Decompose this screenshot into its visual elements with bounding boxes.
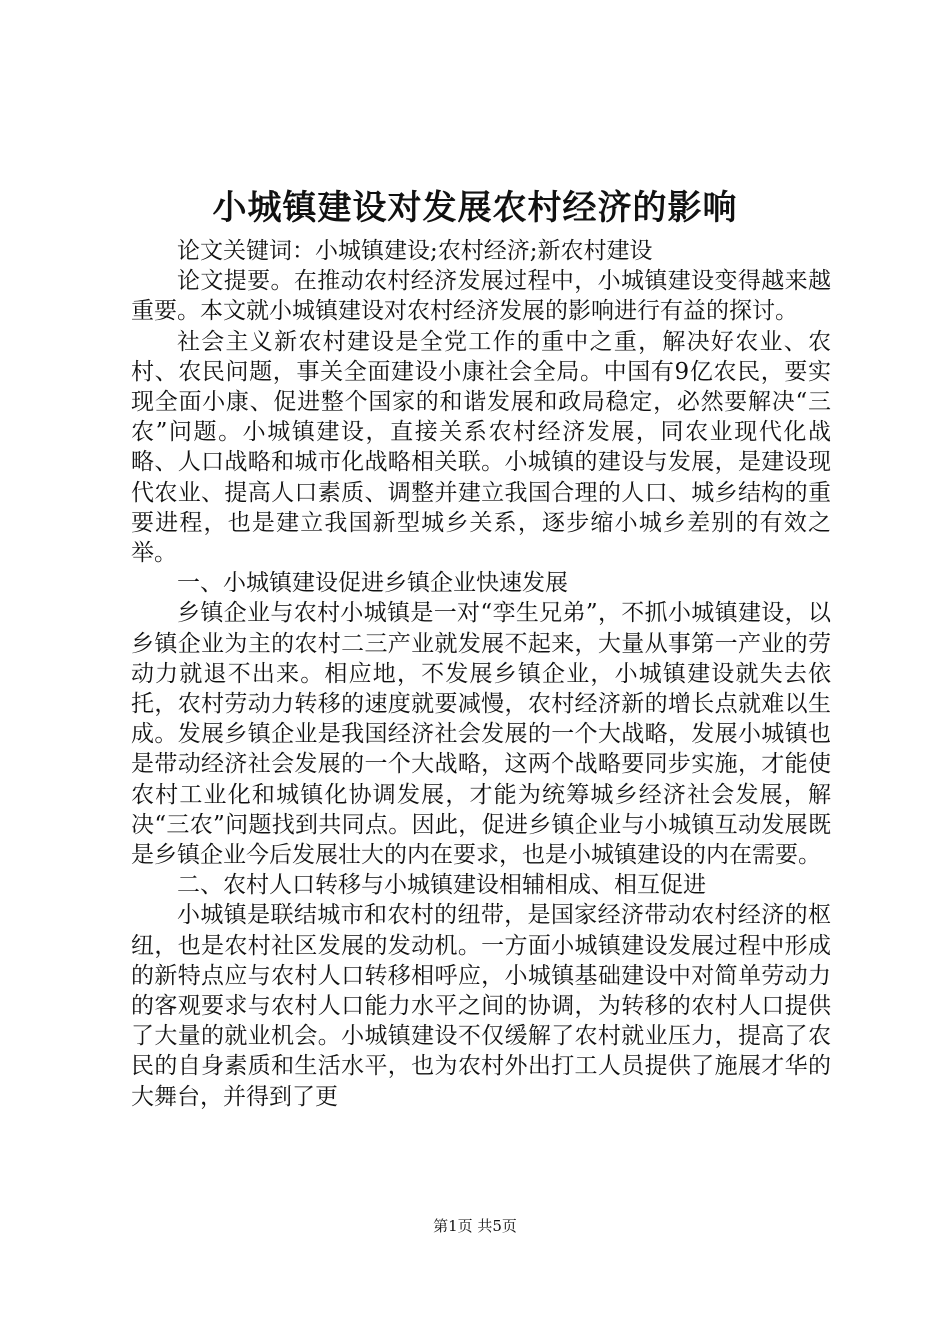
section-paragraph-1: 乡镇企业与农村小城镇是一对“孪生兄弟”，不抓小城镇建设，以乡镇企业为主的农村二三产业就发展不起来，大量从事第一产业的劳动力就退不出来。相应地，不发展乡镇企业，小城镇建设就失去依托，农村劳动力转移的速度就要减慢，农村经济新的增长点就难以生成。发展乡镇企业是我国经济社会发展的一个大战略，发展小城镇也是带动经济社会发展的一个大战略，这两个战略要同步实施，才能使农村工业化和城镇化协调发展，才能为统筹城乡经济社会发展，解决“三农”问题找到共同点。因此，促进乡镇企业与小城镇互动发展既是乡镇企业今后发展壮大的内在要求，也是小城镇建设的内在需要。	[131, 600, 831, 869]
document-title: 小城镇建设对发展农村经济的影响	[212, 188, 738, 228]
keywords-paragraph: 论文关键词：小城镇建设;农村经济;新农村建设	[177, 238, 653, 264]
section-heading-1: 一、小城镇建设促进乡镇企业快速发展	[177, 570, 568, 597]
intro-paragraph: 社会主义新农村建设是全党工作的重中之重，解决好农业、农村、农民问题，事关全面建设小康社会全局。中国有9亿农民，要实现全面小康、促进整个国家的和谐发展和政局稳定，必然要解决“三农”问题。小城镇建设，直接关系农村经济发展，同农业现代化战略、人口战略和城市化战略相关联。小城镇的建设与发展，是建设现代农业、提高人口素质、调整并建立我国合理的人口、城乡结构的重要进程，也是建立我国新型城乡关系，逐步缩小城乡差别的有效之举。	[131, 328, 831, 567]
document-body	[131, 236, 831, 1112]
section-heading-2: 二、农村人口转移与小城镇建设相辅相成、相互促进	[177, 872, 706, 899]
section-paragraph-2: 小城镇是联结城市和农村的纽带，是国家经济带动农村经济的枢纽，也是农村社区发展的发动机。一方面小城镇建设发展过程中形成的新特点应与农村人口转移相呼应，小城镇基础建设中对简单劳动力的客观要求与农村人口能力水平之间的协调，为转移的农村人口提供了大量的就业机会。小城镇建设不仅缓解了农村就业压力，提高了农民的自身素质和生活水平，也为农村外出打工人员提供了施展才华的大舞台，并得到了更	[131, 902, 831, 1110]
abstract-paragraph: 论文提要。在推动农村经济发展过程中，小城镇建设变得越来越重要。本文就小城镇建设对农村经济发展的影响进行有益的探讨。	[131, 268, 831, 325]
page-number-footer: 第1页 共5页	[433, 1217, 517, 1235]
